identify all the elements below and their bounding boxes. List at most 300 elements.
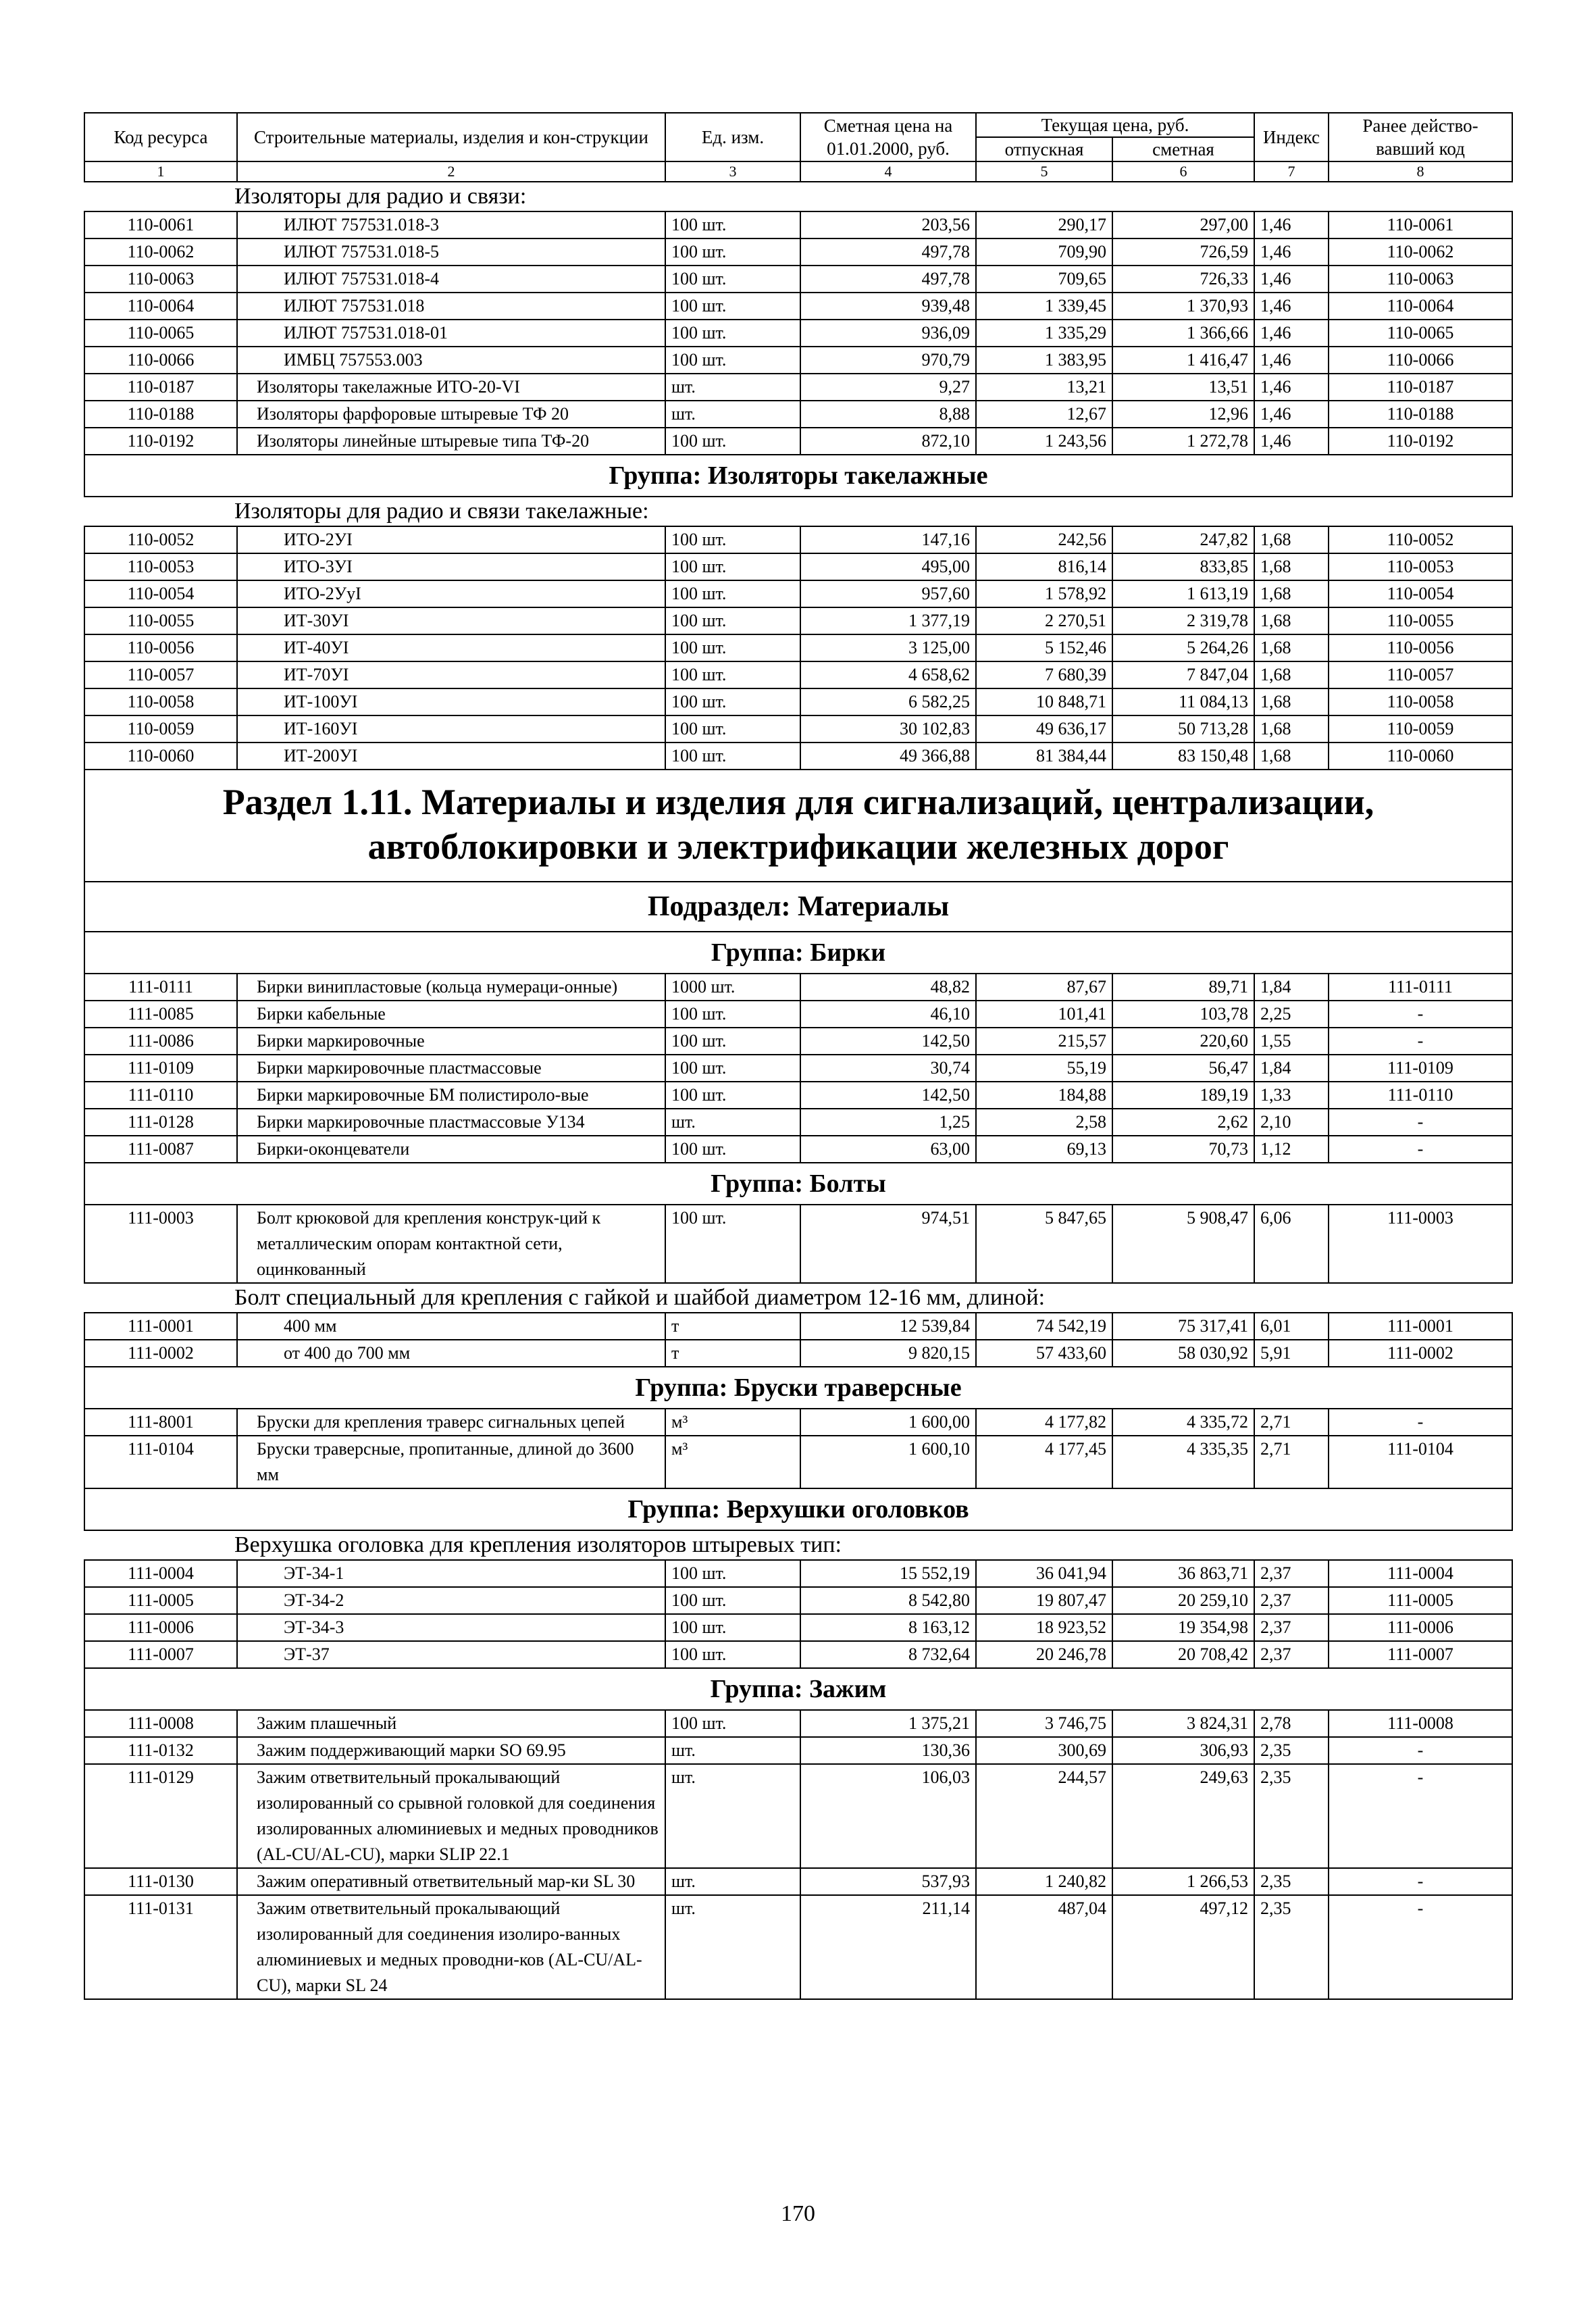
- previous-code: -: [1329, 1737, 1512, 1764]
- unit: 100 шт.: [665, 320, 800, 347]
- estimated-price: 63,00: [800, 1136, 976, 1163]
- unit: 100 шт.: [665, 428, 800, 455]
- estimate-price: 36 863,71: [1112, 1560, 1254, 1587]
- previous-code: 110-0062: [1329, 238, 1512, 266]
- group-title: Группа: Верхушки оголовков: [84, 1488, 1512, 1530]
- previous-code: -: [1329, 1001, 1512, 1028]
- price-index: 1,46: [1254, 347, 1329, 374]
- table-row: [84, 1340, 1512, 1367]
- previous-code: 110-0064: [1329, 293, 1512, 320]
- release-price: 3 746,75: [976, 1710, 1112, 1737]
- release-price: 487,04: [976, 1895, 1112, 1999]
- subheading-row: [84, 1283, 1512, 1313]
- price-index: 1,84: [1254, 1055, 1329, 1082]
- estimate-price: 75 317,41: [1112, 1313, 1254, 1340]
- material-name: ИЛЮТ 757531.018-3: [237, 211, 665, 238]
- estimated-price: 147,16: [800, 526, 976, 553]
- estimated-price: 1 377,19: [800, 607, 976, 634]
- column-number: 5: [976, 161, 1112, 182]
- material-name: от 400 до 700 мм: [237, 1340, 665, 1367]
- previous-code: 110-0063: [1329, 266, 1512, 293]
- estimate-price: 70,73: [1112, 1136, 1254, 1163]
- estimated-price: 1,25: [800, 1109, 976, 1136]
- table-row: [84, 1409, 1512, 1436]
- price-index: 1,46: [1254, 211, 1329, 238]
- material-name: ЭТ-34-3: [237, 1614, 665, 1641]
- unit: 100 шт.: [665, 580, 800, 607]
- estimated-price: 8 542,80: [800, 1587, 976, 1614]
- release-price: 184,88: [976, 1082, 1112, 1109]
- resource-code: 110-0055: [84, 607, 237, 634]
- subheading: Изоляторы для радио и связи такелажные:: [84, 497, 1512, 526]
- resource-code: 111-0086: [84, 1028, 237, 1055]
- group-row: [84, 1668, 1512, 1710]
- estimated-price: 936,09: [800, 320, 976, 347]
- previous-code: 110-0060: [1329, 743, 1512, 770]
- release-price: 20 246,78: [976, 1641, 1112, 1668]
- resource-code: 111-0001: [84, 1313, 237, 1340]
- estimated-price: 8 732,64: [800, 1641, 976, 1668]
- release-price: 18 923,52: [976, 1614, 1112, 1641]
- header-code: Код ресурса: [84, 113, 237, 161]
- release-price: 816,14: [976, 553, 1112, 580]
- release-price: 12,67: [976, 401, 1112, 428]
- table-row: [84, 661, 1512, 688]
- previous-code: 110-0066: [1329, 347, 1512, 374]
- material-name: ИЛЮТ 757531.018-01: [237, 320, 665, 347]
- resource-code: 110-0059: [84, 715, 237, 743]
- release-price: 101,41: [976, 1001, 1112, 1028]
- unit: шт.: [665, 1895, 800, 1999]
- table-row: [84, 1136, 1512, 1163]
- resource-code: 111-0085: [84, 1001, 237, 1028]
- material-name: Бирки маркировочные пластмассовые У134: [237, 1109, 665, 1136]
- table-row: [84, 1737, 1512, 1764]
- release-price: 4 177,82: [976, 1409, 1112, 1436]
- estimate-price: 306,93: [1112, 1737, 1254, 1764]
- previous-code: 111-0001: [1329, 1313, 1512, 1340]
- resource-code: 110-0052: [84, 526, 237, 553]
- estimated-price: 537,93: [800, 1868, 976, 1895]
- price-index: 2,10: [1254, 1109, 1329, 1136]
- table-row: [84, 1710, 1512, 1737]
- subheading-row: [84, 182, 1512, 211]
- table-body: [84, 182, 1512, 1999]
- resource-code: 110-0187: [84, 374, 237, 401]
- resource-code: 111-0008: [84, 1710, 237, 1737]
- column-number: 3: [665, 161, 800, 182]
- estimate-price: 2 319,78: [1112, 607, 1254, 634]
- column-number: 8: [1329, 161, 1512, 182]
- release-price: 81 384,44: [976, 743, 1112, 770]
- unit: 100 шт.: [665, 1641, 800, 1668]
- release-price: 49 636,17: [976, 715, 1112, 743]
- previous-code: 111-0003: [1329, 1205, 1512, 1283]
- material-name: ЭТ-34-2: [237, 1587, 665, 1614]
- estimate-price: 497,12: [1112, 1895, 1254, 1999]
- table-row: [84, 238, 1512, 266]
- resource-code: 110-0061: [84, 211, 237, 238]
- unit: 100 шт.: [665, 715, 800, 743]
- release-price: 1 240,82: [976, 1868, 1112, 1895]
- material-name: Зажим оперативный ответвительный мар-ки SL 30: [237, 1868, 665, 1895]
- release-price: 215,57: [976, 1028, 1112, 1055]
- estimated-price: 872,10: [800, 428, 976, 455]
- table-row: [84, 1641, 1512, 1668]
- estimate-price: 1 416,47: [1112, 347, 1254, 374]
- table-row: [84, 293, 1512, 320]
- material-name: ИТО-2УуI: [237, 580, 665, 607]
- price-index: 1,46: [1254, 320, 1329, 347]
- estimated-price: 142,50: [800, 1082, 976, 1109]
- material-name: Зажим ответвительный прокалывающий изолированный со срывной головкой для соединения изолированных алюминиевых и медных проводников (AL-CU/AL-CU), марки SLIP 22.1: [237, 1764, 665, 1868]
- column-number: 6: [1112, 161, 1254, 182]
- price-index: 1,84: [1254, 974, 1329, 1001]
- release-price: 13,21: [976, 374, 1112, 401]
- group-title: Группа: Бруски траверсные: [84, 1367, 1512, 1409]
- previous-code: 111-0111: [1329, 974, 1512, 1001]
- previous-code: 110-0057: [1329, 661, 1512, 688]
- previous-code: 111-0005: [1329, 1587, 1512, 1614]
- unit: 100 шт.: [665, 293, 800, 320]
- previous-code: 111-0006: [1329, 1614, 1512, 1641]
- unit: 100 шт.: [665, 743, 800, 770]
- table-row: [84, 1614, 1512, 1641]
- estimate-price: 103,78: [1112, 1001, 1254, 1028]
- table-row: [84, 580, 1512, 607]
- estimate-price: 50 713,28: [1112, 715, 1254, 743]
- resource-code: 111-0129: [84, 1764, 237, 1868]
- estimated-price: 12 539,84: [800, 1313, 976, 1340]
- price-index: 1,68: [1254, 553, 1329, 580]
- unit: шт.: [665, 374, 800, 401]
- resource-code: 110-0063: [84, 266, 237, 293]
- resource-code: 110-0192: [84, 428, 237, 455]
- column-number: 1: [84, 161, 237, 182]
- price-index: 2,35: [1254, 1764, 1329, 1868]
- header-unit: Ед. изм.: [665, 113, 800, 161]
- group-row: [84, 1367, 1512, 1409]
- release-price: 10 848,71: [976, 688, 1112, 715]
- estimate-price: 833,85: [1112, 553, 1254, 580]
- resource-code: 111-0005: [84, 1587, 237, 1614]
- estimated-price: 106,03: [800, 1764, 976, 1868]
- price-index: 2,37: [1254, 1587, 1329, 1614]
- estimate-price: 247,82: [1112, 526, 1254, 553]
- unit: шт.: [665, 1109, 800, 1136]
- subheading: Верхушка оголовка для крепления изоляторов штыревых тип:: [84, 1530, 1512, 1560]
- unit: 100 шт.: [665, 1001, 800, 1028]
- release-price: 57 433,60: [976, 1340, 1112, 1367]
- material-name: Бруски для крепления траверс сигнальных цепей: [237, 1409, 665, 1436]
- resource-code: 111-8001: [84, 1409, 237, 1436]
- price-index: 1,68: [1254, 526, 1329, 553]
- subheading-row: [84, 1530, 1512, 1560]
- estimated-price: 203,56: [800, 211, 976, 238]
- material-name: ИТ-100УI: [237, 688, 665, 715]
- price-index: 1,46: [1254, 374, 1329, 401]
- estimated-price: 497,78: [800, 266, 976, 293]
- estimated-price: 957,60: [800, 580, 976, 607]
- estimate-price: 20 708,42: [1112, 1641, 1254, 1668]
- section-title: Раздел 1.11. Материалы и изделия для сигнализаций, централизации, автоблокировки и электрификации железных дорог: [84, 770, 1512, 882]
- estimate-price: 12,96: [1112, 401, 1254, 428]
- estimate-price: 56,47: [1112, 1055, 1254, 1082]
- material-name: Бирки кабельные: [237, 1001, 665, 1028]
- table-row: [84, 1028, 1512, 1055]
- resource-code: 111-0109: [84, 1055, 237, 1082]
- estimate-price: 2,62: [1112, 1109, 1254, 1136]
- estimate-price: 726,59: [1112, 238, 1254, 266]
- material-name: Бирки маркировочные: [237, 1028, 665, 1055]
- group-title: Группа: Болты: [84, 1163, 1512, 1205]
- material-name: ИТ-40УI: [237, 634, 665, 661]
- material-name: 400 мм: [237, 1313, 665, 1340]
- resource-code: 111-0002: [84, 1340, 237, 1367]
- estimated-price: 6 582,25: [800, 688, 976, 715]
- previous-code: -: [1329, 1868, 1512, 1895]
- release-price: 5 847,65: [976, 1205, 1112, 1283]
- unit: 100 шт.: [665, 634, 800, 661]
- estimated-price: 9,27: [800, 374, 976, 401]
- group-title: Группа: Изоляторы такелажные: [84, 455, 1512, 497]
- material-name: Бирки маркировочные пластмассовые: [237, 1055, 665, 1082]
- resource-code: 111-0104: [84, 1436, 237, 1488]
- price-index: 1,68: [1254, 688, 1329, 715]
- price-index: 2,37: [1254, 1614, 1329, 1641]
- previous-code: 110-0058: [1329, 688, 1512, 715]
- price-index: 1,46: [1254, 293, 1329, 320]
- unit: 100 шт.: [665, 688, 800, 715]
- material-name: ЭТ-34-1: [237, 1560, 665, 1587]
- resource-code: 111-0087: [84, 1136, 237, 1163]
- group-row: [84, 455, 1512, 497]
- table-row: [84, 688, 1512, 715]
- release-price: 87,67: [976, 974, 1112, 1001]
- resource-code: 111-0130: [84, 1868, 237, 1895]
- header-release-price: отпускная: [976, 137, 1112, 161]
- estimated-price: 48,82: [800, 974, 976, 1001]
- header-estimate-price: сметная: [1112, 137, 1254, 161]
- previous-code: 111-0104: [1329, 1436, 1512, 1488]
- table-row: [84, 1313, 1512, 1340]
- previous-code: 111-0002: [1329, 1340, 1512, 1367]
- resource-code: 111-0132: [84, 1737, 237, 1764]
- previous-code: -: [1329, 1895, 1512, 1999]
- material-name: Бруски траверсные, пропитанные, длиной до 3600 мм: [237, 1436, 665, 1488]
- estimate-price: 19 354,98: [1112, 1614, 1254, 1641]
- resource-code: 111-0004: [84, 1560, 237, 1587]
- subsection-title: Подраздел: Материалы: [84, 882, 1512, 932]
- price-index: 1,46: [1254, 428, 1329, 455]
- previous-code: 111-0109: [1329, 1055, 1512, 1082]
- previous-code: 111-0008: [1329, 1710, 1512, 1737]
- unit: 100 шт.: [665, 1136, 800, 1163]
- resource-code: 111-0003: [84, 1205, 237, 1283]
- column-number: 7: [1254, 161, 1329, 182]
- page-number: 170: [781, 2201, 815, 2226]
- estimated-price: 142,50: [800, 1028, 976, 1055]
- previous-code: 110-0052: [1329, 526, 1512, 553]
- material-name: Зажим плашечный: [237, 1710, 665, 1737]
- estimate-price: 4 335,35: [1112, 1436, 1254, 1488]
- previous-code: -: [1329, 1109, 1512, 1136]
- table-row: [84, 374, 1512, 401]
- resource-code: 110-0057: [84, 661, 237, 688]
- previous-code: 111-0007: [1329, 1641, 1512, 1668]
- estimate-price: 58 030,92: [1112, 1340, 1254, 1367]
- unit: 100 шт.: [665, 1614, 800, 1641]
- subheading: Изоляторы для радио и связи:: [84, 182, 1512, 211]
- estimate-price: 89,71: [1112, 974, 1254, 1001]
- release-price: 300,69: [976, 1737, 1112, 1764]
- resource-code: 110-0066: [84, 347, 237, 374]
- release-price: 2,58: [976, 1109, 1112, 1136]
- unit: 1000 шт.: [665, 974, 800, 1001]
- release-price: 19 807,47: [976, 1587, 1112, 1614]
- release-price: 74 542,19: [976, 1313, 1112, 1340]
- estimate-price: 1 370,93: [1112, 293, 1254, 320]
- price-index: 2,35: [1254, 1737, 1329, 1764]
- material-name: ИТ-200УI: [237, 743, 665, 770]
- previous-code: -: [1329, 1028, 1512, 1055]
- estimated-price: 8,88: [800, 401, 976, 428]
- previous-code: 111-0110: [1329, 1082, 1512, 1109]
- previous-code: 110-0192: [1329, 428, 1512, 455]
- table-row: [84, 1764, 1512, 1868]
- material-name: Бирки винипластовые (кольца нумераци-онные): [237, 974, 665, 1001]
- estimate-price: 3 824,31: [1112, 1710, 1254, 1737]
- table-row: [84, 607, 1512, 634]
- material-name: ЭТ-37: [237, 1641, 665, 1668]
- price-index: 1,33: [1254, 1082, 1329, 1109]
- previous-code: 111-0004: [1329, 1560, 1512, 1587]
- table-row: [84, 1205, 1512, 1283]
- subsection-row: [84, 882, 1512, 932]
- resource-code: 110-0188: [84, 401, 237, 428]
- group-row: [84, 1488, 1512, 1530]
- estimated-price: 1 375,21: [800, 1710, 976, 1737]
- material-name: Бирки-оконцеватели: [237, 1136, 665, 1163]
- material-name: ИЛЮТ 757531.018: [237, 293, 665, 320]
- material-name: ИМБЦ 757553.003: [237, 347, 665, 374]
- material-name: ИТ-160УI: [237, 715, 665, 743]
- resource-code: 110-0064: [84, 293, 237, 320]
- estimated-price: 49 366,88: [800, 743, 976, 770]
- resource-code: 110-0062: [84, 238, 237, 266]
- estimate-price: 1 613,19: [1112, 580, 1254, 607]
- unit: т: [665, 1340, 800, 1367]
- release-price: 1 383,95: [976, 347, 1112, 374]
- price-index: 2,35: [1254, 1868, 1329, 1895]
- estimated-price: 1 600,00: [800, 1409, 976, 1436]
- header-name: Строительные материалы, изделия и кон-струкции: [237, 113, 665, 161]
- price-index: 6,06: [1254, 1205, 1329, 1283]
- release-price: 55,19: [976, 1055, 1112, 1082]
- estimate-price: 83 150,48: [1112, 743, 1254, 770]
- resource-code: 111-0131: [84, 1895, 237, 1999]
- release-price: 1 243,56: [976, 428, 1112, 455]
- table-row: [84, 974, 1512, 1001]
- table-row: [84, 1055, 1512, 1082]
- group-title: Группа: Зажим: [84, 1668, 1512, 1710]
- price-index: 1,68: [1254, 715, 1329, 743]
- material-name: ИТ-30УI: [237, 607, 665, 634]
- material-name: ИТО-2УI: [237, 526, 665, 553]
- previous-code: -: [1329, 1136, 1512, 1163]
- resource-code: 110-0060: [84, 743, 237, 770]
- release-price: 1 339,45: [976, 293, 1112, 320]
- material-name: ИТО-3УI: [237, 553, 665, 580]
- material-name: Зажим ответвительный прокалывающий изолированный для соединения изолиро-ванных алюминиевых и медных проводни-ков (AL-CU/AL-CU), марки SL 24: [237, 1895, 665, 1999]
- table-row: [84, 266, 1512, 293]
- release-price: 1 335,29: [976, 320, 1112, 347]
- release-price: 5 152,46: [976, 634, 1112, 661]
- unit: 100 шт.: [665, 1587, 800, 1614]
- previous-code: -: [1329, 1764, 1512, 1868]
- release-price: 290,17: [976, 211, 1112, 238]
- estimated-price: 15 552,19: [800, 1560, 976, 1587]
- unit: м³: [665, 1409, 800, 1436]
- table-row: [84, 553, 1512, 580]
- release-price: 4 177,45: [976, 1436, 1112, 1488]
- price-index: 1,68: [1254, 661, 1329, 688]
- unit: шт.: [665, 1868, 800, 1895]
- material-name: ИТ-70УI: [237, 661, 665, 688]
- unit: 100 шт.: [665, 347, 800, 374]
- material-name: ИЛЮТ 757531.018-4: [237, 266, 665, 293]
- header-estimated-price: Сметная цена на 01.01.2000, руб.: [800, 113, 976, 161]
- estimate-price: 13,51: [1112, 374, 1254, 401]
- resource-code: 110-0056: [84, 634, 237, 661]
- price-index: 1,46: [1254, 266, 1329, 293]
- estimated-price: 1 600,10: [800, 1436, 976, 1488]
- release-price: 242,56: [976, 526, 1112, 553]
- table-row: [84, 1109, 1512, 1136]
- price-index: 2,37: [1254, 1560, 1329, 1587]
- group-row: [84, 1163, 1512, 1205]
- table-row: [84, 634, 1512, 661]
- price-index: 2,35: [1254, 1895, 1329, 1999]
- material-name: Болт крюковой для крепления конструк-ций к металлическим опорам контактной сети, оцинкованный: [237, 1205, 665, 1283]
- header-number-row: [84, 161, 1512, 182]
- estimated-price: 30 102,83: [800, 715, 976, 743]
- table-row: [84, 743, 1512, 770]
- release-price: 36 041,94: [976, 1560, 1112, 1587]
- unit: 100 шт.: [665, 266, 800, 293]
- section-row: [84, 770, 1512, 882]
- previous-code: 110-0187: [1329, 374, 1512, 401]
- table-row: [84, 320, 1512, 347]
- table-row: [84, 715, 1512, 743]
- estimated-price: 46,10: [800, 1001, 976, 1028]
- estimated-price: 3 125,00: [800, 634, 976, 661]
- resource-code: 110-0065: [84, 320, 237, 347]
- unit: 100 шт.: [665, 1055, 800, 1082]
- unit: 100 шт.: [665, 1028, 800, 1055]
- price-index: 6,01: [1254, 1313, 1329, 1340]
- group-title: Группа: Бирки: [84, 932, 1512, 974]
- previous-code: 110-0059: [1329, 715, 1512, 743]
- estimated-price: 211,14: [800, 1895, 976, 1999]
- unit: 100 шт.: [665, 238, 800, 266]
- estimate-price: 220,60: [1112, 1028, 1254, 1055]
- price-index: 2,71: [1254, 1409, 1329, 1436]
- table-row: [84, 401, 1512, 428]
- table-row: [84, 1436, 1512, 1488]
- estimate-price: 249,63: [1112, 1764, 1254, 1868]
- price-index: 5,91: [1254, 1340, 1329, 1367]
